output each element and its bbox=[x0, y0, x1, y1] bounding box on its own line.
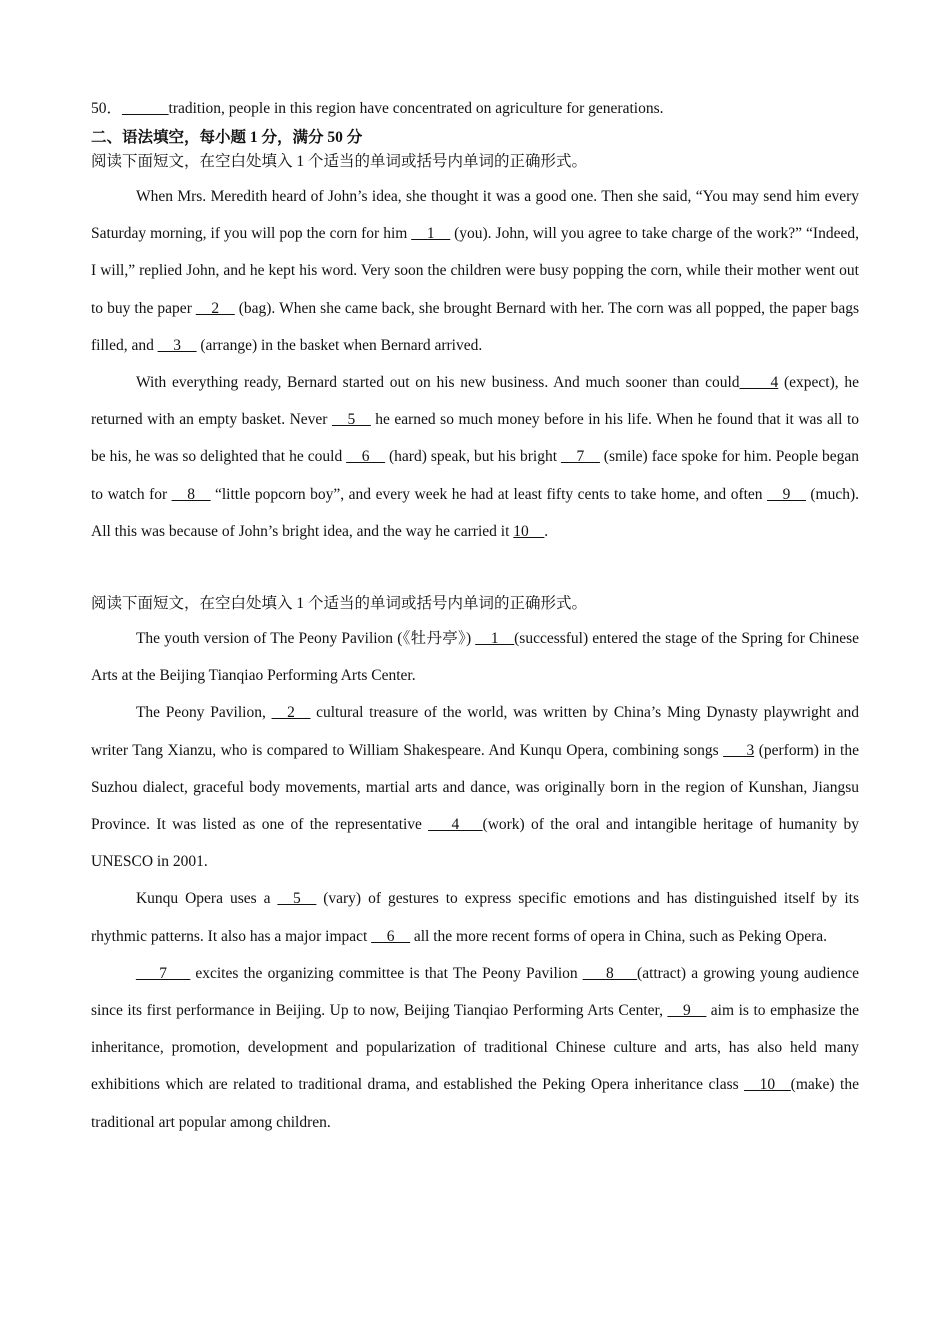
blank-10: __10__ bbox=[744, 1076, 791, 1094]
text-run: “little popcorn boy”, and every week he had at least fifty cents to take home, and often bbox=[210, 485, 768, 503]
text-run: When Mrs. Meredith heard of John’s idea, she thought it was a good one. Then she said, “You may send him every Saturday morning, if you will pop the corn for him bbox=[91, 188, 859, 243]
text-run: With everything ready, Bernard started out on his new business. And much sooner than could bbox=[135, 374, 740, 392]
blank-2: __2__ bbox=[271, 704, 311, 722]
question-50 bbox=[91, 96, 859, 122]
passage2-paragraph-4 bbox=[91, 955, 859, 1141]
section-title: 二、语法填空，每小题 1 分，满分 50 分 bbox=[91, 129, 363, 146]
text-run: (expect), he returned with an empty basket. Never bbox=[91, 374, 859, 429]
blank-5: __5__ bbox=[331, 411, 371, 429]
spacer bbox=[91, 550, 859, 592]
blank-9: __9__ bbox=[767, 485, 806, 503]
passage2-paragraph-1 bbox=[91, 620, 859, 694]
text-run: excites the organizing committee is that The Peony Pavilion bbox=[190, 964, 583, 982]
blank-1: __1__ bbox=[475, 630, 515, 648]
blank-3: __3__ bbox=[157, 336, 197, 354]
text-run: (smile) face spoke for him. People began to watch for bbox=[91, 448, 860, 503]
blank-4: ____4 bbox=[739, 374, 779, 392]
text-run: all the more recent forms of opera in China, such as Peking Opera. bbox=[409, 927, 828, 945]
text-run: (work) of the oral and intangible heritage of humanity by UNESCO in 2001. bbox=[91, 816, 859, 871]
text-run: he earned so much money before in his life. When he found that it was all to be his, he was so delighted that he could bbox=[91, 411, 860, 466]
blank-7: ___7___ bbox=[135, 964, 191, 982]
blank-8: __8__ bbox=[171, 485, 211, 503]
text-run: (make) the traditional art popular among children. bbox=[91, 1076, 859, 1131]
text-run: (bag). When she came back, she brought Bernard with her. The corn was all popped, the paper bags filled, and bbox=[91, 299, 859, 354]
text-run: (successful) entered the stage of the Spring for Chinese Arts at the Beijing Tianqiao Performing Arts Center. bbox=[91, 630, 859, 685]
text-run: (arrange) in the basket when Bernard arrived. bbox=[196, 336, 483, 354]
passage2-paragraph-2 bbox=[91, 694, 859, 880]
text-run: Kunqu Opera uses a bbox=[135, 890, 278, 908]
text-run: (vary) of gestures to express specific emotions and has distinguished itself by its rhythmic patterns. It also has a major impact bbox=[91, 890, 859, 945]
passage2-instruction: 阅读下面短文，在空白处填入 1 个适当的单词或括号内单词的正确形式。 bbox=[91, 595, 588, 613]
question-number: 50． bbox=[91, 100, 123, 117]
text-run: The Peony Pavilion, bbox=[135, 704, 272, 722]
blank-7: __7__ bbox=[561, 448, 600, 466]
text-run: (hard) speak, but his bright bbox=[384, 448, 562, 466]
passage1-instruction: 阅读下面短文，在空白处填入 1 个适当的单词或括号内单词的正确形式。 bbox=[91, 153, 588, 170]
blank-2: __2__ bbox=[195, 299, 235, 317]
blank-10: 10__ bbox=[513, 522, 545, 540]
text-run: aim is to emphasize the inheritance, promotion, development and popularization of traditional Chinese culture and arts, has also held many exhibitions which are related to traditional drama, and established the Peking Opera inheritance class bbox=[91, 1002, 859, 1094]
passage1-paragraph-1 bbox=[91, 178, 859, 364]
text-run: cultural treasure of the world, was written by China’s Ming Dynasty playwright and writer Tang Xianzu, who is compared to William Shakespeare. And Kunqu Opera, combining songs bbox=[91, 704, 859, 759]
question-text: tradition, people in this region have concentrated on agriculture for generations. bbox=[168, 100, 664, 117]
text-run: (you). John, will you agree to take charge of the work?” “Indeed, I will,” replied John, and he kept his word. Very soon the children were busy popping the corn, while their mother went out to buy the paper bbox=[91, 225, 859, 317]
blank-6: __6__ bbox=[346, 448, 385, 466]
blank-6: __6__ bbox=[371, 927, 410, 945]
blank-9: __9__ bbox=[667, 1002, 707, 1020]
blank-50: ______ bbox=[122, 100, 169, 117]
text-run: (attract) a growing young audience since its first performance in Beijing. Up to now, Beijing Tianqiao Performing Arts Center, bbox=[91, 964, 859, 1020]
blank-8: ___8___ bbox=[582, 964, 638, 982]
blank-4: ___4___ bbox=[428, 816, 483, 834]
text-run: (perform) in the Suzhou dialect, graceful body movements, martial arts and dance, was originally born in the region of Kunshan, Jiangsu Province. It was listed as one of the representative bbox=[91, 741, 859, 834]
document-content bbox=[91, 96, 859, 1141]
blank-3: ___3 bbox=[723, 741, 755, 759]
text-run: The youth version of The Peony Pavilion (《牡丹亭》) bbox=[135, 630, 476, 648]
passage1-paragraph-2 bbox=[91, 364, 859, 550]
blank-1: __1__ bbox=[411, 225, 451, 243]
text-run: . bbox=[544, 522, 549, 540]
blank-5: __5__ bbox=[277, 890, 317, 908]
passage2-paragraph-3 bbox=[91, 880, 859, 954]
text-run: (much). All this was because of John’s bright idea, and the way he carried it bbox=[91, 485, 859, 540]
